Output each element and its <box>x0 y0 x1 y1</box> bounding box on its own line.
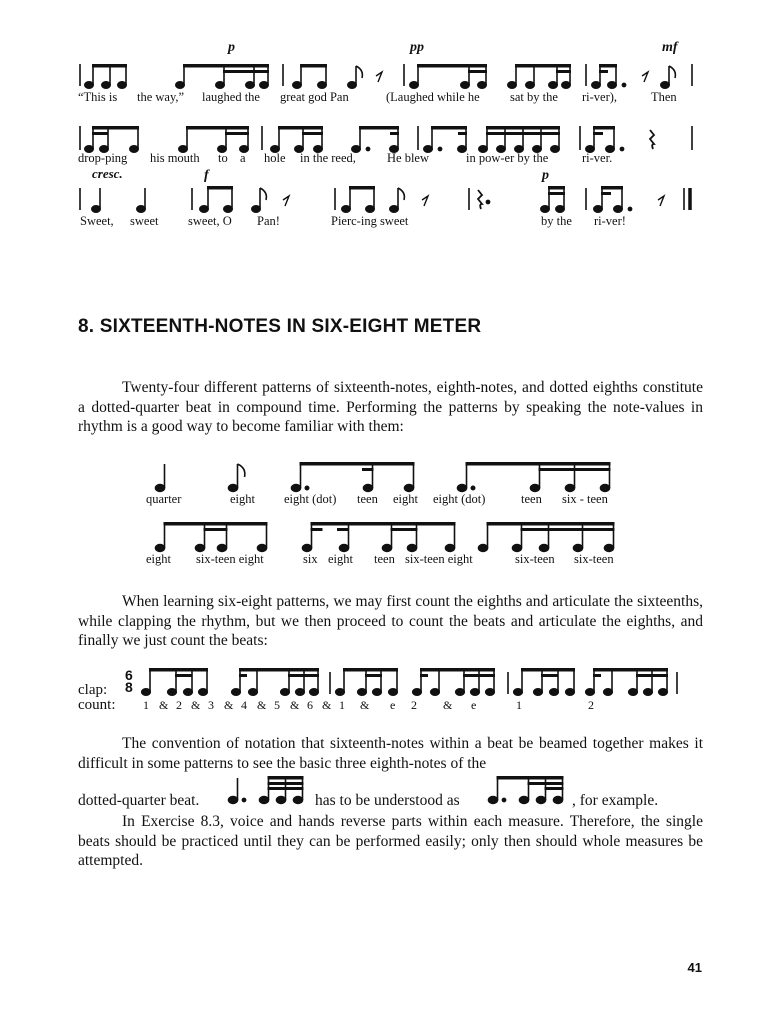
pattern-label: six-teen <box>515 552 555 566</box>
dotted-rhythm-equivalent <box>484 774 574 808</box>
lyric-line-3-word: Pan! <box>257 214 280 228</box>
pattern-label: eight (dot) <box>284 492 337 506</box>
pattern-label: six-teen <box>574 552 614 566</box>
lyric-line-2-word: hole <box>264 151 286 165</box>
paragraph-counting-text: When learning six-eight patterns, we may first count the eighths and articulate the sixteenths, while clapping the rhythm, but we then proceed to count the beats and articulate the eighths, and finally we just count the beats: <box>78 593 703 649</box>
pattern-label: eight <box>393 492 418 506</box>
pattern-label: teen <box>357 492 378 506</box>
dynamic-cresc: cresc. <box>92 166 123 181</box>
count-label: count: <box>78 697 116 713</box>
pattern-label: six <box>303 552 318 566</box>
lyric-line-2-word: to <box>218 151 228 165</box>
lyric-line-2-word: a <box>240 151 246 165</box>
convention-example-line <box>78 792 199 810</box>
count-token: 5 <box>274 698 280 712</box>
dynamic-f: f <box>204 168 209 183</box>
lyric-line-3-word: by the <box>541 214 572 228</box>
lyric-line-2-word: He blew <box>387 151 429 165</box>
count-token: & <box>290 698 300 712</box>
count-token: 2 <box>411 698 417 712</box>
pattern-label: quarter <box>146 492 182 506</box>
dynamic-mf: mf <box>662 40 678 55</box>
lyric-line-2-word: in the reed, <box>300 151 356 165</box>
convention-text-start: dotted-quarter beat. <box>78 792 200 809</box>
count-token: 1 <box>516 698 522 712</box>
lyric-line-1-word: “This is <box>78 90 118 104</box>
lyric-line-1-word: ri-ver), <box>582 90 618 104</box>
paragraph-exercise-note <box>78 812 703 871</box>
lyric-line-1-word: Then <box>651 90 677 104</box>
pattern-row-1-notation <box>0 458 768 498</box>
paragraph-convention-text: The convention of notation that sixteenth-notes within a beat be beamed together makes it difficult in some patterns to see the basic three eighth-notes of the <box>78 735 703 772</box>
count-token: e <box>471 698 477 712</box>
paragraph-exercise-text: In Exercise 8.3, voice and hands reverse parts within each measure. Therefore, the single beats should be practiced until they can be performed easily; only then should whole measures be attempted. <box>78 813 703 869</box>
clap-rhythm-notation <box>0 662 768 702</box>
count-token: 6 <box>307 698 313 712</box>
pattern-label: eight <box>230 492 255 506</box>
count-token: e <box>390 698 396 712</box>
count-token: & <box>159 698 169 712</box>
count-token: & <box>224 698 234 712</box>
lyric-line-1-word: (Laughed while he <box>386 90 480 104</box>
clap-label: clap: <box>78 682 108 698</box>
pattern-label: eight (dot) <box>433 492 486 506</box>
lyric-line-2-word: his mouth <box>150 151 200 165</box>
pattern-label: teen <box>521 492 542 506</box>
dotted-rhythm-example <box>224 774 314 808</box>
pattern-label: eight <box>146 552 171 566</box>
count-token: & <box>322 698 332 712</box>
count-token: 2 <box>176 698 182 712</box>
lyric-line-3-word: sweet <box>130 214 159 228</box>
lyric-line-2-word: drop-ping <box>78 151 128 165</box>
lyric-line-2-word: in pow-er by the <box>466 151 549 165</box>
count-token: 4 <box>241 698 247 712</box>
lyric-line-3-word: ri-ver! <box>594 214 626 228</box>
dynamic-p: p <box>228 40 235 55</box>
count-token: 3 <box>208 698 214 712</box>
lyric-line-1-word: great god Pan <box>280 90 349 104</box>
pattern-label: six-teen eight <box>405 552 473 566</box>
lyric-line-1-word: the way,” <box>137 90 185 104</box>
lyric-line-3-word: Pierc-ing sweet <box>331 214 409 228</box>
convention-text-end: , for example. <box>572 792 659 809</box>
paragraph-counting <box>78 592 703 651</box>
lyric-line-2-word: ri-ver. <box>582 151 613 165</box>
section-heading: 8. SIXTEENTH-NOTES IN SIX-EIGHT METER <box>78 316 482 337</box>
paragraph-intro-text: Twenty-four different patterns of sixteenth-notes, eighth-notes, and dotted eighths constitute a dotted-quarter beat in compound time. Performing the patterns by speaking the note-values in rhythm is a good way to become familiar with them: <box>78 379 703 435</box>
paragraph-intro <box>78 378 703 437</box>
pattern-label: teen <box>374 552 395 566</box>
count-token: 1 <box>339 698 345 712</box>
lyric-line-3-word: Sweet, <box>80 214 114 228</box>
count-token: 2 <box>588 698 594 712</box>
count-token: & <box>443 698 453 712</box>
time-signature-top: 6 <box>125 667 133 683</box>
dynamic-pp: pp <box>410 40 424 55</box>
time-signature-bottom: 8 <box>125 679 133 695</box>
count-token: & <box>257 698 267 712</box>
lyric-line-1-word: laughed the <box>202 90 260 104</box>
count-token: & <box>191 698 201 712</box>
lyric-line-3-word: sweet, O <box>188 214 232 228</box>
pattern-label: eight <box>328 552 353 566</box>
paragraph-convention <box>78 734 703 773</box>
count-token: & <box>360 698 370 712</box>
page-number: 41 <box>687 960 702 975</box>
count-token: 1 <box>143 698 149 712</box>
pattern-label: six-teen eight <box>196 552 264 566</box>
dynamic-p: p <box>542 168 549 183</box>
convention-text-middle: has to be understood as <box>315 792 460 809</box>
lyric-line-1-word: sat by the <box>510 90 558 104</box>
pattern-label: six - teen <box>562 492 608 506</box>
